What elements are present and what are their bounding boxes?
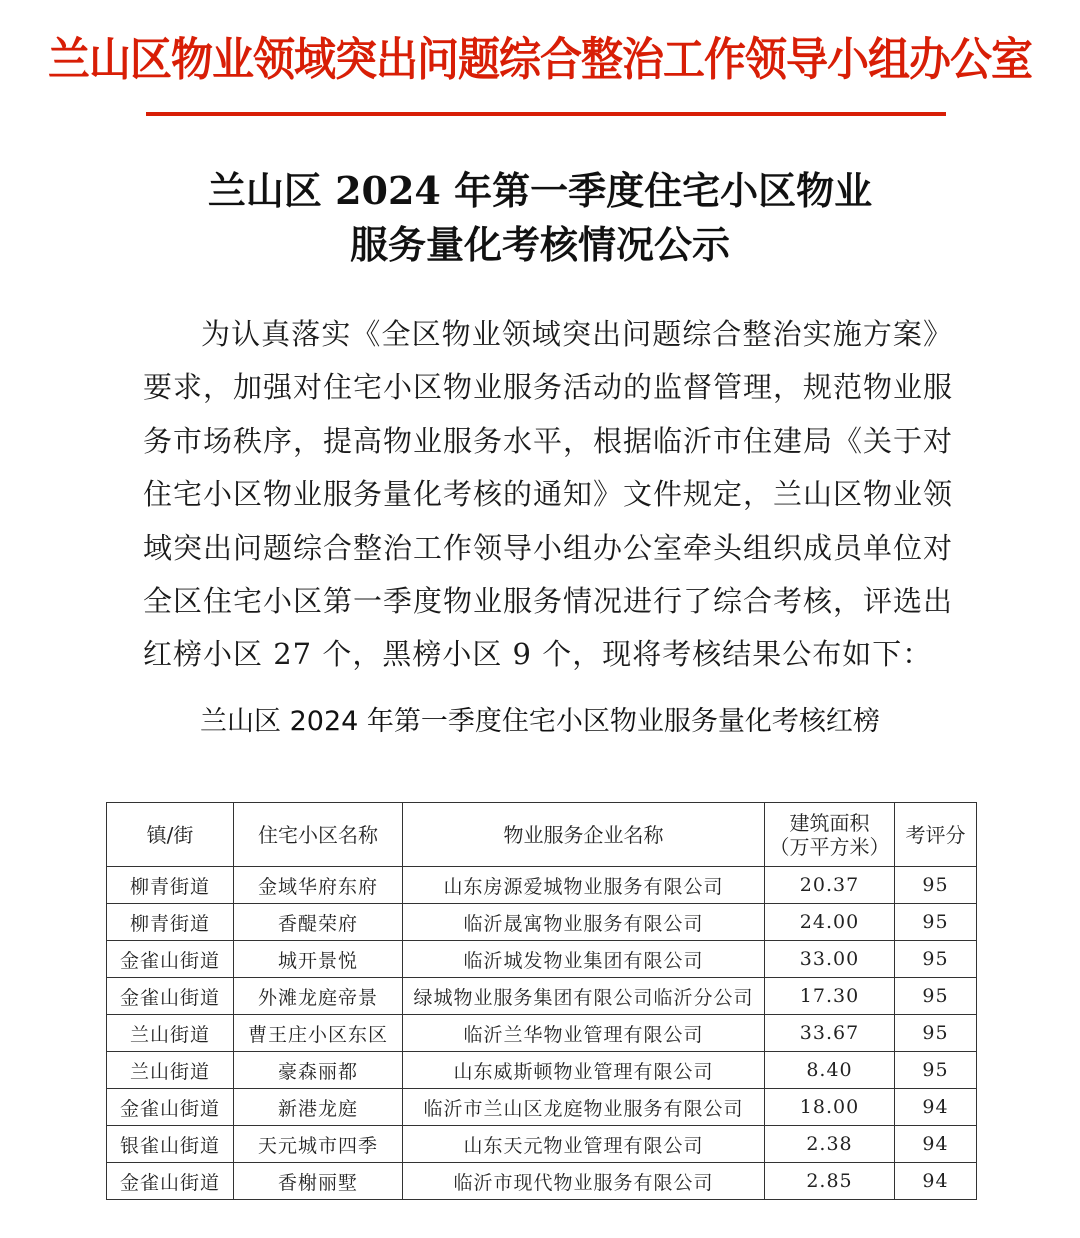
title-line-2: 服务量化考核情况公示 [349,222,730,267]
cell-community: 外滩龙庭帝景 [234,978,403,1015]
cell-company: 临沂城发物业集团有限公司 [403,941,765,978]
header-town: 镇/街 [107,803,234,867]
cell-town: 金雀山街道 [107,1163,234,1200]
cell-town: 金雀山街道 [107,941,234,978]
document-title [0,164,1080,272]
cell-company: 临沂市兰山区龙庭物业服务有限公司 [403,1089,765,1126]
cell-town: 金雀山街道 [107,978,234,1015]
cell-company: 山东房源爱城物业服务有限公司 [403,867,765,904]
cell-area: 20.37 [765,867,895,904]
table-title: 兰山区 2024 年第一季度住宅小区物业服务量化考核红榜 [200,706,880,737]
cell-area: 2.38 [765,1126,895,1163]
cell-community: 天元城市四季 [234,1126,403,1163]
header-area-line2: （万平方米） [769,834,890,859]
table-row [107,1126,977,1163]
cell-area: 18.00 [765,1089,895,1126]
header-community: 住宅小区名称 [234,803,403,867]
cell-area: 33.00 [765,941,895,978]
cell-score: 94 [895,1163,977,1200]
cell-area: 8.40 [765,1052,895,1089]
header-company: 物业服务企业名称 [403,803,765,867]
table-header-row [107,803,977,867]
header-divider [146,112,946,116]
cell-score: 95 [895,867,977,904]
cell-score: 95 [895,1052,977,1089]
cell-score: 95 [895,978,977,1015]
cell-town: 柳青街道 [107,904,234,941]
table-row [107,941,977,978]
header-score: 考评分 [895,803,977,867]
cell-score: 95 [895,1015,977,1052]
cell-community: 新港龙庭 [234,1089,403,1126]
table-row [107,1015,977,1052]
table-row [107,867,977,904]
cell-area: 17.30 [765,978,895,1015]
cell-community: 香醍荣府 [234,904,403,941]
cell-company: 临沂晟寓物业服务有限公司 [403,904,765,941]
cell-company: 山东天元物业管理有限公司 [403,1126,765,1163]
cell-score: 95 [895,941,977,978]
cell-community: 豪森丽都 [234,1052,403,1089]
cell-area: 33.67 [765,1015,895,1052]
cell-community: 曹王庄小区东区 [234,1015,403,1052]
cell-town: 柳青街道 [107,867,234,904]
table-row [107,904,977,941]
cell-area: 2.85 [765,1163,895,1200]
office-header: 兰山区物业领域突出问题综合整治工作领导小组办公室 [47,33,1032,86]
cell-score: 94 [895,1126,977,1163]
cell-company: 临沂市现代物业服务有限公司 [403,1163,765,1200]
red-list-table [106,802,977,1200]
cell-town: 金雀山街道 [107,1089,234,1126]
cell-company: 绿城物业服务集团有限公司临沂分公司 [403,978,765,1015]
cell-community: 金域华府东府 [234,867,403,904]
cell-town: 兰山街道 [107,1015,234,1052]
header-area-line1: 建筑面积 [789,810,870,835]
table-row [107,978,977,1015]
table-row [107,1089,977,1126]
cell-company: 临沂兰华物业管理有限公司 [403,1015,765,1052]
table-row [107,1163,977,1200]
cell-community: 城开景悦 [234,941,403,978]
table-row [107,1052,977,1089]
cell-town: 银雀山街道 [107,1126,234,1163]
cell-score: 94 [895,1089,977,1126]
body-paragraph: 为认真落实《全区物业领域突出问题综合整治实施方案》要求，加强对住宅小区物业服务活动的监督管理，规范物业服务市场秩序，提高物业服务水平，根据临沂市住建局《关于对住宅小区物业服务量化考核的通知》文件规定，兰山区物业领域突出问题综合整治工作领导小组办公室牵头组织成员单位对全区住宅小区第一季度物业服务情况进行了综合考核，评选出红榜小区 27 个，黑榜小区 9 个，现将考核结果公布如下： [143,317,954,672]
cell-area: 24.00 [765,904,895,941]
title-line-1: 兰山区 2024 年第一季度住宅小区物业 [207,168,873,213]
cell-town: 兰山街道 [107,1052,234,1089]
cell-score: 95 [895,904,977,941]
cell-company: 山东威斯顿物业管理有限公司 [403,1052,765,1089]
cell-community: 香榭丽墅 [234,1163,403,1200]
header-area [765,803,895,867]
